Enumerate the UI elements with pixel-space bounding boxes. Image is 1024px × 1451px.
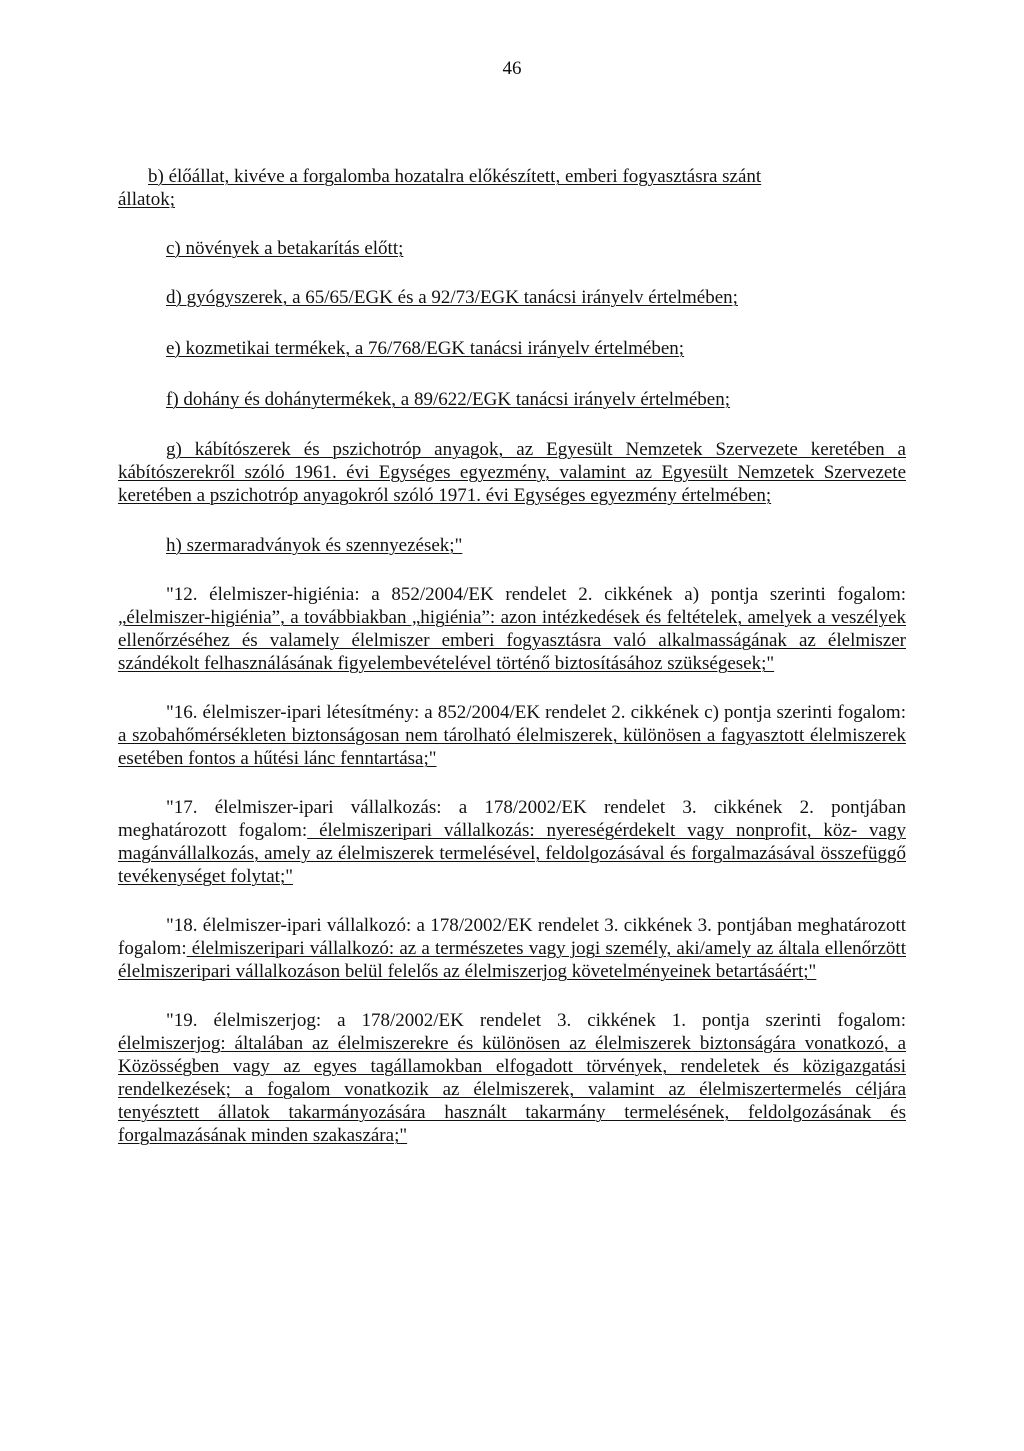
definition-19-prefix: "19. élelmiszerjog: a 178/2002/EK rendelet 3. cikkének 1. pontja szerinti fogalom:	[166, 1010, 906, 1031]
item-h: h) szermaradványok és szennyezések;"	[166, 535, 463, 556]
definition-18	[118, 914, 906, 983]
definition-17-prefix: "17. élelmiszer-ipari vállalkozás: a 178/2002/EK rendelet 3. cikkének 2. pontjában meghatározott fogalom:	[118, 797, 906, 841]
definition-18-text: élelmiszeripari vállalkozó: az a természetes vagy jogi személy, aki/amely az általa ellenőrzött élelmiszeripari vállalkozáson belül felelős az élelmiszerjog követelményeinek betartásáért;"	[118, 938, 906, 982]
definition-17	[118, 796, 906, 888]
definition-19-text: élelmiszerjog: általában az élelmiszerekre és különösen az élelmiszerek biztonságára vonatkozó, a Közösségben vagy az egyes tagállamokban elfogadott törvények, rendeletek és közigazgatási rendelkezések; a fogalom vonatkozik az élelmiszerek, valamint az élelmiszertermelés céljára tenyésztett állatok takarmányozására használt takarmány termelésének, feldolgozásának és forgalmazásának minden szakaszára;"	[118, 1033, 906, 1146]
item-b: b) élőállat, kivéve a forgalomba hozatalra előkészített, emberi fogyasztásra szánt	[148, 166, 762, 187]
definition-17-text: élelmiszeripari vállalkozás: nyereségérdekelt vagy nonprofit, köz- vagy magánvállalkozás, amely az élelmiszerek termelésével, feldolgozásával és forgalmazásával összefüggő tevékenységet folytat;"	[118, 820, 906, 887]
definition-16-text: a szobahőmérsékleten biztonságosan nem tárolható élelmiszerek, különösen a fagyasztott élelmiszerek esetében fontos a hűtési lánc fenntartása;"	[118, 725, 906, 769]
document-body	[118, 165, 906, 1147]
item-g: g) kábítószerek és pszichotróp anyagok, az Egyesült Nemzetek Szervezete keretében a kábítószerekről szóló 1961. évi Egységes egyezmény, valamint az Egyesült Nemzetek Szervezete keretében a pszichotróp anyagokról szóló 1971. évi Egységes egyezmény értelmében;	[118, 439, 906, 506]
item-b-continuation: állatok;	[118, 189, 175, 210]
definition-16	[118, 701, 906, 770]
definition-18-prefix: "18. élelmiszer-ipari vállalkozó: a 178/2002/EK rendelet 3. cikkének 3. pontjában meghatározott fogalom:	[118, 915, 906, 959]
definition-12-text: „élelmiszer-higiénia”, a továbbiakban „higiénia”: azon intézkedések és feltételek, amelyek a veszélyek ellenőrzéséhez és valamely élelmiszer emberi fogyasztásra való alkalmasságának az élelmiszer szándékolt felhasználásának figyelembevételével történő biztosításához szükségesek;"	[118, 607, 906, 674]
definition-16-prefix: "16. élelmiszer-ipari létesítmény: a 852/2004/EK rendelet 2. cikkének c) pontja szerinti fogalom:	[166, 702, 906, 723]
page-number: 46	[502, 58, 522, 79]
definition-12-prefix: "12. élelmiszer-higiénia: a 852/2004/EK rendelet 2. cikkének a) pontja szerinti fogalom:	[166, 584, 906, 605]
item-c: c) növények a betakarítás előtt;	[166, 238, 404, 259]
item-d: d) gyógyszerek, a 65/65/EGK és a 92/73/EGK tanácsi irányelv értelmében;	[166, 287, 738, 308]
item-e: e) kozmetikai termékek, a 76/768/EGK tanácsi irányelv értelmében;	[166, 338, 685, 359]
definition-19	[118, 1009, 906, 1147]
definition-12	[118, 583, 906, 675]
item-f: f) dohány és dohánytermékek, a 89/622/EGK tanácsi irányelv értelmében;	[166, 389, 730, 410]
